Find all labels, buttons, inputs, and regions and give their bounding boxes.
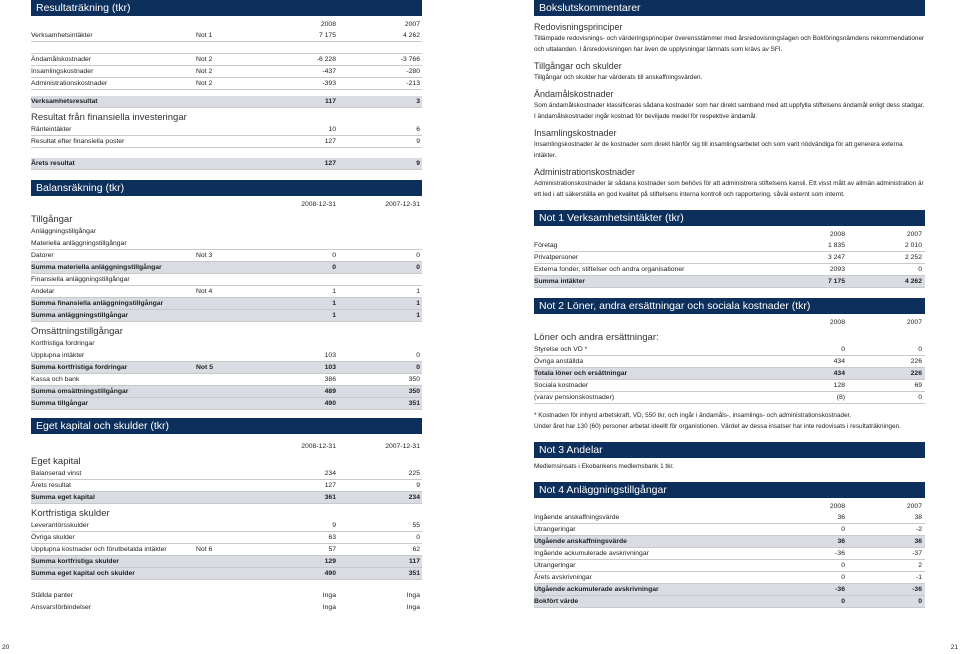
table-row: Materiella anläggningstillgångar bbox=[31, 238, 422, 250]
table-row: Summa eget kapital och skulder 490 351 bbox=[31, 568, 422, 580]
table-row: Finansiella anläggningstillgångar bbox=[31, 274, 422, 286]
table-row: Summa intäkter 7 175 4 262 bbox=[534, 276, 925, 288]
page-number-right: 21 bbox=[950, 644, 958, 651]
table-row: Övriga skulder 63 0 bbox=[31, 532, 422, 544]
table-row: Privatpersoner 3 247 2 252 bbox=[534, 252, 925, 264]
year-2008: 2008 bbox=[320, 21, 336, 28]
not1-rows bbox=[534, 240, 925, 288]
bok-section-title: Ändamålskostnader bbox=[534, 89, 614, 99]
table-row: Bokfört värde 0 0 bbox=[534, 596, 925, 608]
table-row: Summa finansiella anläggningstillgångar 1 1 bbox=[31, 298, 422, 310]
table-row: Upplupna intäkter 103 0 bbox=[31, 350, 422, 362]
left-page bbox=[31, 0, 422, 614]
table-row: Ändamålskostnader Not 2 -6 228 -3 766 bbox=[31, 54, 422, 66]
table-row bbox=[31, 42, 422, 54]
table-row: Summa tillgångar 490 351 bbox=[31, 398, 422, 410]
table-row: Företag 1 835 2 010 bbox=[534, 240, 925, 252]
column-header: 2008-12-31 2007-12-31 bbox=[301, 443, 420, 450]
bok-section-text: Tillgångar och skulder har värderats till anskaffningsvärden. bbox=[534, 74, 703, 81]
table-row: Utgående anskaffningsvärde 36 36 bbox=[534, 536, 925, 548]
anl-subheading: Anläggningstillgångar bbox=[31, 228, 96, 235]
table-row: Externa fonder, stiftelser och andra organisationer 2093 0 bbox=[534, 264, 925, 276]
table-row: Totala löner och ersättningar 434 226 bbox=[534, 368, 925, 380]
table-row: Ingående anskaffningsvärde 36 38 bbox=[534, 512, 925, 524]
section-header-resultat: Resultaträkning (tkr) bbox=[31, 0, 422, 16]
table-row: Summa anläggningstillgångar 1 1 bbox=[31, 310, 422, 322]
section-header-not1: Not 1 Verksamhetsintäkter (tkr) bbox=[534, 210, 925, 226]
section-header-not3: Not 3 Andelar bbox=[534, 442, 925, 458]
table-row: Summa materiella anläggningstillgångar 0 0 bbox=[31, 262, 422, 274]
table-row: Leverantörsskulder 9 55 bbox=[31, 520, 422, 532]
resultat-rows bbox=[31, 30, 422, 90]
bok-section-text: Som ändamålskostnader klassificeras sådana kostnader som har direkt samband med att uppfylla stiftelsens ändamål enligt dess stadgar. I ändamålskostnader ingår kostnad för beviljade medel för respektive ändamål. bbox=[534, 102, 925, 120]
column-header: 2008 2007 bbox=[829, 231, 922, 238]
table-row: Årets resultat 127 9 bbox=[31, 480, 422, 492]
table-row: Datorer Not 3 0 0 bbox=[31, 250, 422, 262]
bok-section-title: Tillgångar och skulder bbox=[534, 61, 622, 71]
table-row: Andelar Not 4 1 1 bbox=[31, 286, 422, 298]
not2-subheading: Löner och andra ersättningar: bbox=[534, 332, 659, 343]
table-row: Summa eget kapital 361 234 bbox=[31, 492, 422, 504]
ks-rows bbox=[31, 520, 422, 580]
section-header-not2: Not 2 Löner, andra ersättningar och sociala kostnader (tkr) bbox=[534, 298, 925, 314]
table-row: Verksamhetsintäkter Not 1 7 175 4 262 bbox=[31, 30, 422, 42]
table-row: Summa kortfristiga skulder 129 117 bbox=[31, 556, 422, 568]
bok-section-title: Insamlingskostnader bbox=[534, 128, 617, 138]
column-header: 2008 2007 bbox=[829, 319, 922, 326]
oms-heading: Omsättningstillgångar bbox=[31, 326, 123, 337]
ek-heading: Eget kapital bbox=[31, 456, 81, 467]
tillgangar-heading: Tillgångar bbox=[31, 214, 73, 225]
year-2007: 2007 bbox=[404, 21, 420, 28]
table-row: Övriga anställda 434 226 bbox=[534, 356, 925, 368]
table-row: Ansvarsförbindelser Inga Inga bbox=[31, 604, 420, 611]
bok-section-text: Administrationskostnader är sådana kostnader som behövs för att administrera stiftelsens kansli. Ett visst mått av allmän administration är ett led i att säkerställa en god kvalitet på stiftelsens interna kontroll och rapportering, såväl externt som internt. bbox=[534, 180, 924, 198]
ek-rows bbox=[31, 468, 422, 504]
not4-rows bbox=[534, 512, 925, 608]
balans-rows bbox=[31, 238, 422, 322]
fin-subheading: Resultat från finansiella investeringar bbox=[31, 112, 187, 123]
table-row: Resultat efter finansiella poster 127 9 bbox=[31, 136, 422, 148]
not2-footnote: * Kostnaden för inhyrd arbetskraft, VD, 550 tkr, och ingår i ändamåls-, insamlings- och administrationskostnader. bbox=[534, 412, 852, 419]
not2-footnote-2: Under året har 130 (60) personer arbetat ideellt för organistionen. Värdet av dessa insatser har inte redovisats i resultaträkningen. bbox=[534, 423, 901, 430]
verksamhetsresultat-row: Verksamhetsresultat 117 3 bbox=[31, 96, 422, 108]
table-row: Utrangeringar 0 -2 bbox=[534, 524, 925, 536]
section-header-bok: Bokslutskommentarer bbox=[534, 0, 925, 16]
arets-resultat-row: Årets resultat 127 9 bbox=[31, 158, 422, 170]
bok-section-text: Insamlingskostnader är de kostnader som direkt hänför sig till insamlingsarbetet och som varit nödvändiga för att generera externa intäkter. bbox=[534, 141, 903, 159]
fin-rows bbox=[31, 124, 422, 148]
table-row: Sociala kostnader 128 69 bbox=[534, 380, 925, 392]
section-header-eget: Eget kapital och skulder (tkr) bbox=[31, 418, 422, 434]
extra-rows bbox=[31, 590, 422, 614]
bok-section-title: Redovisningsprinciper bbox=[534, 22, 623, 32]
not2-rows bbox=[534, 344, 925, 404]
table-row: Utgående ackumulerade avskrivningar -36 -36 bbox=[534, 584, 925, 596]
table-row: (varav pensionskostnader) (8) 0 bbox=[534, 392, 925, 404]
section-header-not4: Not 4 Anläggningstillgångar bbox=[534, 482, 925, 498]
column-header bbox=[31, 19, 422, 30]
table-row: Ingående ackumulerade avskrivningar -36 -37 bbox=[534, 548, 925, 560]
oms-rows bbox=[31, 350, 422, 410]
page-number-left: 20 bbox=[2, 644, 10, 651]
table-row: Utrangeringar 0 2 bbox=[534, 560, 925, 572]
table-row: Administrationskostnader Not 2 -393 -213 bbox=[31, 78, 422, 90]
right-page bbox=[534, 0, 925, 608]
table-row: Kassa och bank 386 350 bbox=[31, 374, 422, 386]
table-row: Summa omsättningstillgångar 489 350 bbox=[31, 386, 422, 398]
table-row: Balanserad vinst 234 225 bbox=[31, 468, 422, 480]
table-row: Årets avskrivningar 0 -1 bbox=[534, 572, 925, 584]
column-header: 2008-12-31 2007-12-31 bbox=[301, 201, 420, 208]
table-row: Ränteintäkter 10 6 bbox=[31, 124, 422, 136]
ks-heading: Kortfristiga skulder bbox=[31, 508, 110, 519]
bok-section-text: Tillämpade redovisnings- och värderingsprinciper överensstämmer med årsredovisningslagen och Bokföringsnämdens rekommendationer och uttalanden. I årsredovisningen har även de upplysningar lämnats som krävs av SFI. bbox=[534, 35, 925, 53]
column-header: 2008 2007 bbox=[829, 503, 922, 510]
bok-sections bbox=[534, 22, 925, 200]
table-row: Ställda panter Inga Inga bbox=[31, 592, 420, 599]
table-row: Styrelse och VD * 0 0 bbox=[534, 344, 925, 356]
not3-text: Medlemsinsats i Ekobankens medlemsbank 1 tkr. bbox=[534, 463, 674, 470]
table-row: Upplupna kostnader och förutbetalda intäkter Not 6 57 62 bbox=[31, 544, 422, 556]
kort-fordr-subheading: Kortfristiga fordringar bbox=[31, 340, 95, 347]
table-row: Summa kortfristiga fordringar Not 5 103 0 bbox=[31, 362, 422, 374]
table-row: Insamlingskostnader Not 2 -437 -280 bbox=[31, 66, 422, 78]
bok-section-title: Administrationskostnader bbox=[534, 167, 636, 177]
section-header-balans: Balansräkning (tkr) bbox=[31, 180, 422, 196]
